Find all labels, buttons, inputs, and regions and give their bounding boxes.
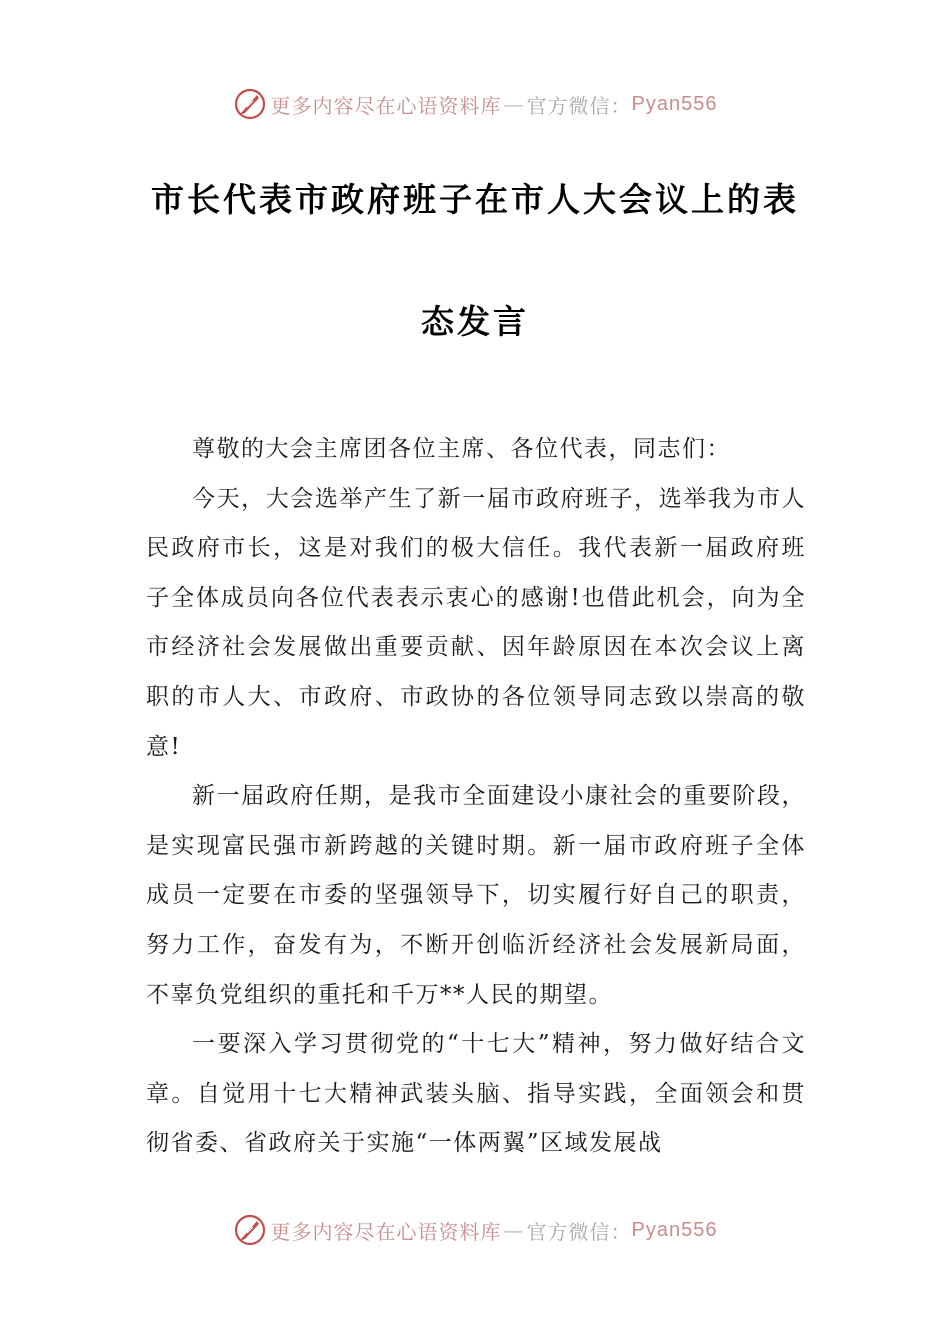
watermark-header bbox=[0, 84, 950, 124]
quill-logo-icon bbox=[233, 1213, 267, 1247]
watermark-dash: — bbox=[503, 1218, 525, 1242]
watermark-footer bbox=[0, 1210, 950, 1250]
watermark-official-label: 官方微信： bbox=[526, 93, 632, 118]
watermark-brand: 更多内容尽在心语资料库 bbox=[270, 1219, 502, 1244]
quill-logo-icon bbox=[233, 87, 267, 121]
watermark-official-label: 官方微信： bbox=[526, 1219, 632, 1244]
watermark-brand: 更多内容尽在心语资料库 bbox=[270, 93, 502, 118]
salutation: 尊敬的大会主席团各位主席、各位代表，同志们： bbox=[192, 436, 731, 462]
paragraph: 今天，大会选举产生了新一届市政府班子，选举我为市人民政府市长，这是对我们的极大信任。我代表新一届政府班子全体成员向各位代表表示衷心的感谢!也借此机会，向为全市经济社会发展做出重要贡献、因年龄原因在本次会议上离职的市人大、市政府、市政协的各位领导同志致以崇高的敬意! bbox=[146, 485, 806, 760]
watermark-wechat-id: Pyan556 bbox=[631, 92, 718, 115]
document-title-line-2: 态发言 bbox=[421, 302, 529, 341]
watermark-dash: — bbox=[503, 92, 525, 116]
paragraph: 一要深入学习贯彻党的“十七大”精神，努力做好结合文章。自觉用十七大精神武装头脑、指导实践，全面领会和贯彻省委、省政府关于实施“一体两翼”区域发展战 bbox=[146, 1031, 806, 1157]
document-body bbox=[146, 425, 806, 1169]
paragraph: 新一届政府任期，是我市全面建设小康社会的重要阶段，是实现富民强市新跨越的关键时期。新一届市政府班子全体成员一定要在市委的坚强领导下，切实履行好自己的职责，努力工作，奋发有为，不断开创临沂经济社会发展新局面，不辜负党组织的重托和千万**人民的期望。 bbox=[146, 783, 806, 1008]
watermark-wechat-id: Pyan556 bbox=[631, 1218, 718, 1241]
document-title-line-1: 市长代表市政府班子在市人大会议上的表 bbox=[151, 180, 799, 219]
